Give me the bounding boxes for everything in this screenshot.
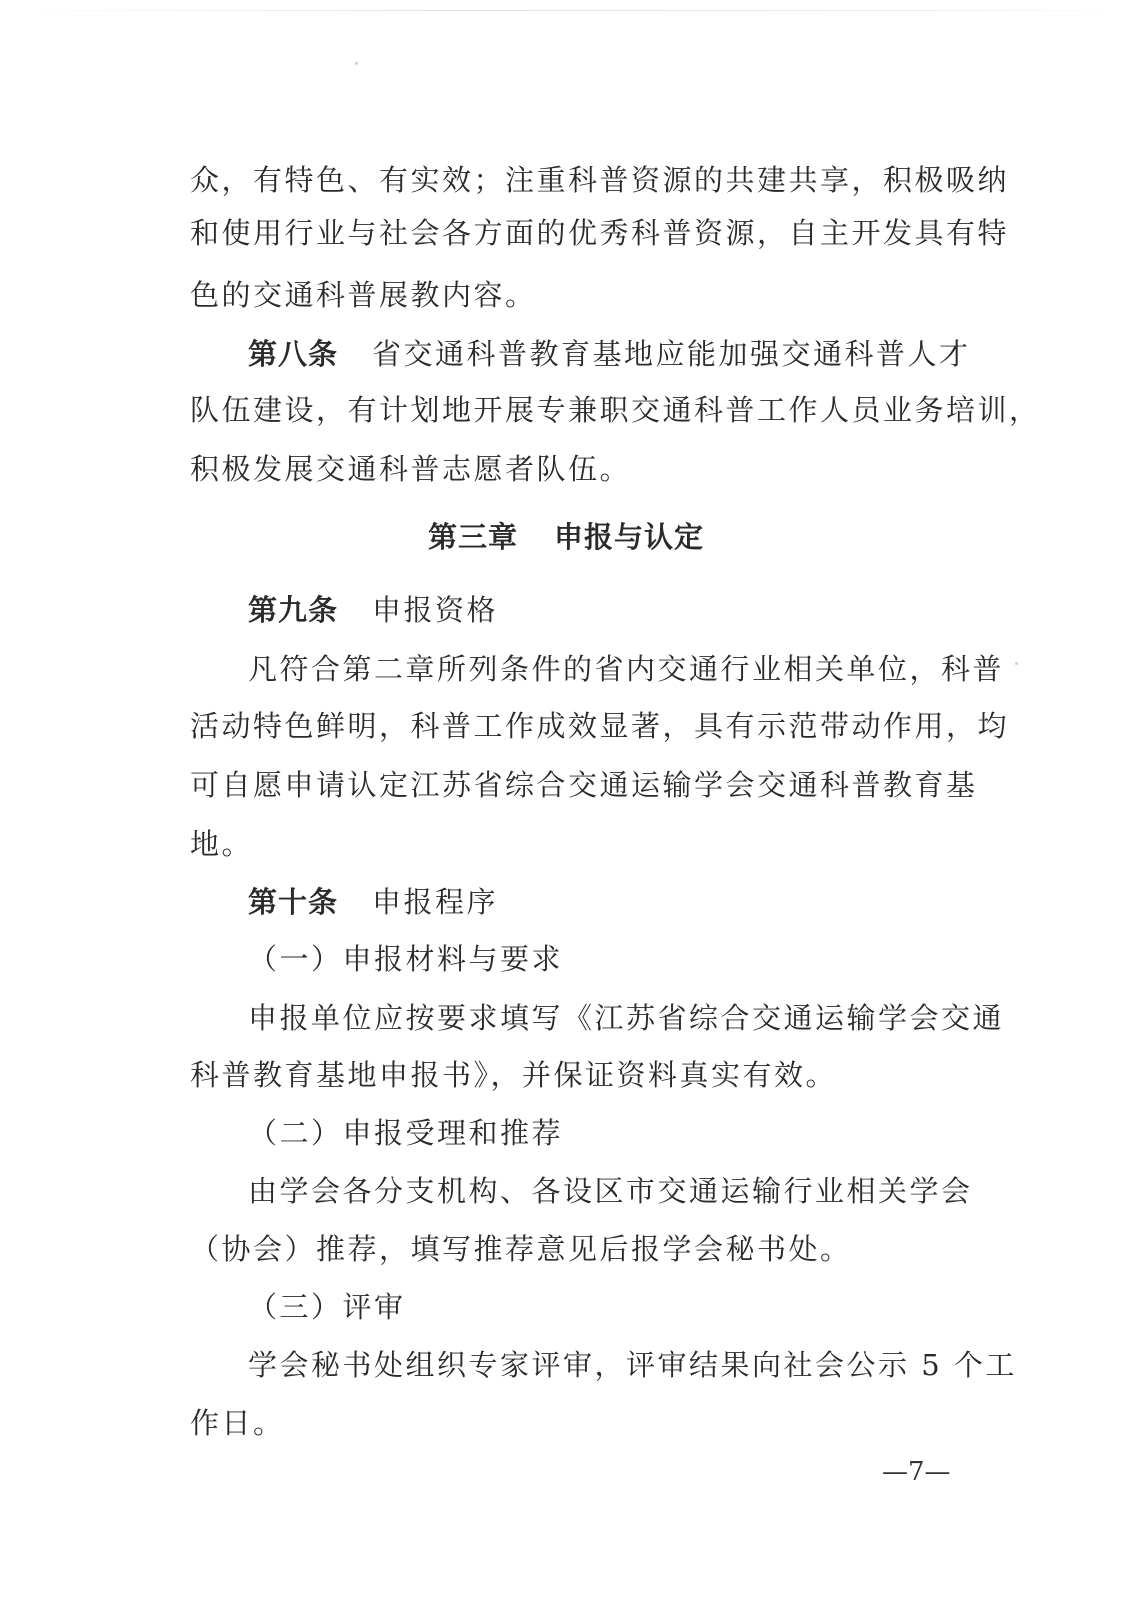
scan-speck	[1015, 662, 1018, 665]
article-9-label: 第九条	[248, 593, 339, 627]
body-line: 众，有特色、有实效；注重科普资源的共建共享，积极吸纳	[190, 163, 1010, 197]
body-line: 学会秘书处组织专家评审，评审结果向社会公示 5 个工	[248, 1348, 1017, 1382]
body-line: 和使用行业与社会各方面的优秀科普资源，自主开发具有特	[190, 216, 1010, 250]
body-line: 积极发展交通科普志愿者队伍。	[190, 452, 632, 486]
body-line: 省交通科普教育基地应能加强交通科普人才	[372, 337, 971, 371]
body-line: 由学会各分支机构、各设区市交通运输行业相关学会	[248, 1174, 973, 1208]
article-8-first-line	[248, 337, 971, 371]
body-line: 申报单位应按要求填写《江苏省综合交通运输学会交通	[248, 1001, 1005, 1035]
article-8-label: 第八条	[248, 337, 339, 371]
page-number: —7—	[882, 1457, 951, 1487]
article-10-title: 申报程序	[372, 885, 499, 919]
body-line: 活动特色鲜明，科普工作成效显著，具有示范带动作用，均	[190, 709, 1010, 743]
scan-edge-line	[0, 10, 1132, 11]
chapter-number: 第三章	[427, 520, 518, 554]
article-9-heading	[248, 593, 498, 627]
subsection-heading: （三）评审	[248, 1290, 406, 1324]
scan-speck	[355, 62, 358, 65]
article-10-heading	[248, 885, 498, 919]
subsection-heading: （一）申报材料与要求	[248, 942, 564, 976]
body-line: 可自愿申请认定江苏省综合交通运输学会交通科普教育基	[190, 768, 978, 802]
body-line: 地。	[190, 827, 254, 861]
chapter-title: 申报与认定	[554, 520, 705, 554]
subsection-heading: （二）申报受理和推荐	[248, 1116, 564, 1150]
body-line: 凡符合第二章所列条件的省内交通行业相关单位，科普	[248, 652, 1005, 686]
body-line: 作日。	[190, 1406, 285, 1440]
body-line: 色的交通科普展教内容。	[190, 278, 537, 312]
chapter-heading	[0, 520, 1132, 554]
article-10-label: 第十条	[248, 885, 339, 919]
body-line: 科普教育基地申报书》，并保证资料真实有效。	[190, 1058, 838, 1092]
body-line: （协会）推荐，填写推荐意见后报学会秘书处。	[190, 1232, 852, 1266]
body-line: 队伍建设，有计划地开展专兼职交通科普工作人员业务培训，	[190, 393, 1041, 427]
article-9-title: 申报资格	[372, 593, 499, 627]
